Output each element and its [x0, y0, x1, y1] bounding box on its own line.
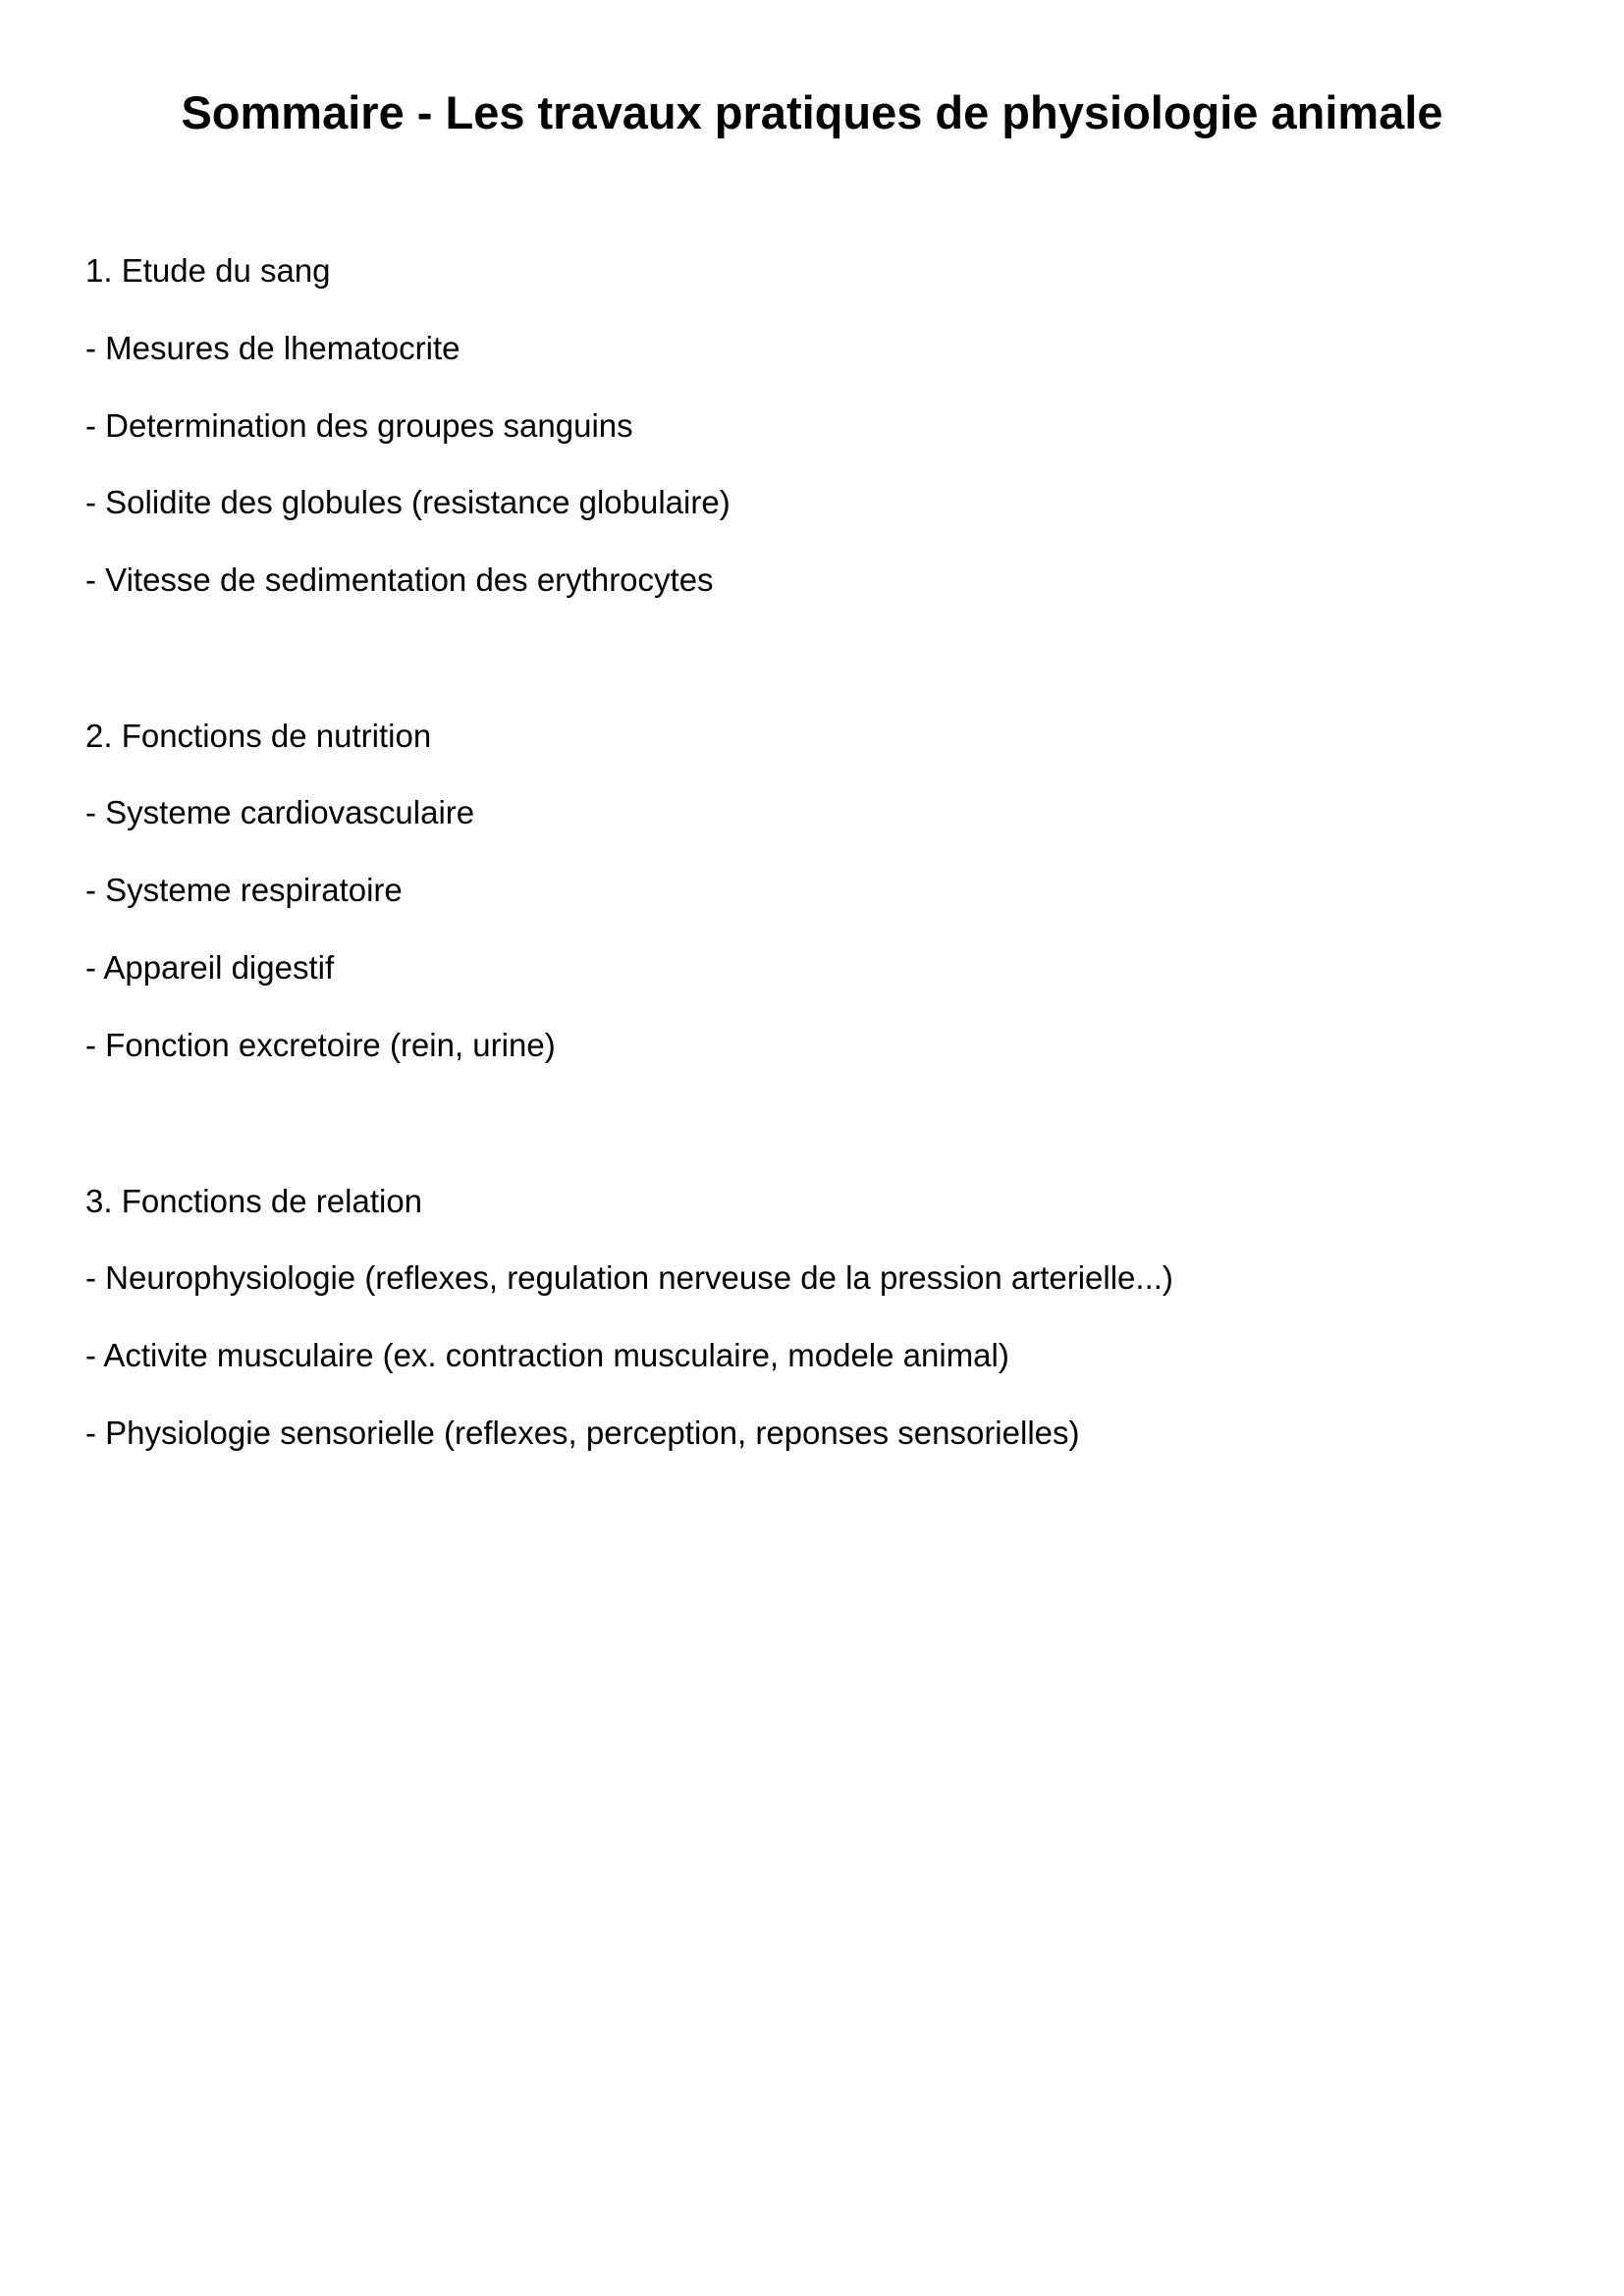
page-title: Sommaire - Les travaux pratiques de physiologie animale — [181, 86, 1443, 138]
list-item: - Vitesse de sedimentation des erythrocytes — [85, 561, 714, 598]
section-heading: 1. Etude du sang — [85, 252, 331, 289]
list-item: - Mesures de lhematocrite — [85, 330, 460, 366]
list-item: - Fonction excretoire (rein, urine) — [85, 1027, 556, 1063]
list-item: - Solidite des globules (resistance globulaire) — [85, 484, 731, 520]
list-item: - Determination des groupes sanguins — [85, 407, 633, 444]
list-item: - Systeme cardiovasculaire — [85, 794, 475, 830]
list-item: - Physiologie sensorielle (reflexes, perception, reponses sensorielles) — [85, 1415, 1080, 1451]
list-item: - Neurophysiologie (reflexes, regulation nerveuse de la pression arterielle...) — [85, 1259, 1173, 1296]
list-item: - Activite musculaire (ex. contraction musculaire, modele animal) — [85, 1337, 1009, 1373]
list-item: - Systeme respiratoire — [85, 872, 403, 908]
list-item: - Appareil digestif — [85, 949, 335, 986]
section-heading: 2. Fonctions de nutrition — [85, 718, 432, 754]
section-heading: 3. Fonctions de relation — [85, 1183, 423, 1219]
